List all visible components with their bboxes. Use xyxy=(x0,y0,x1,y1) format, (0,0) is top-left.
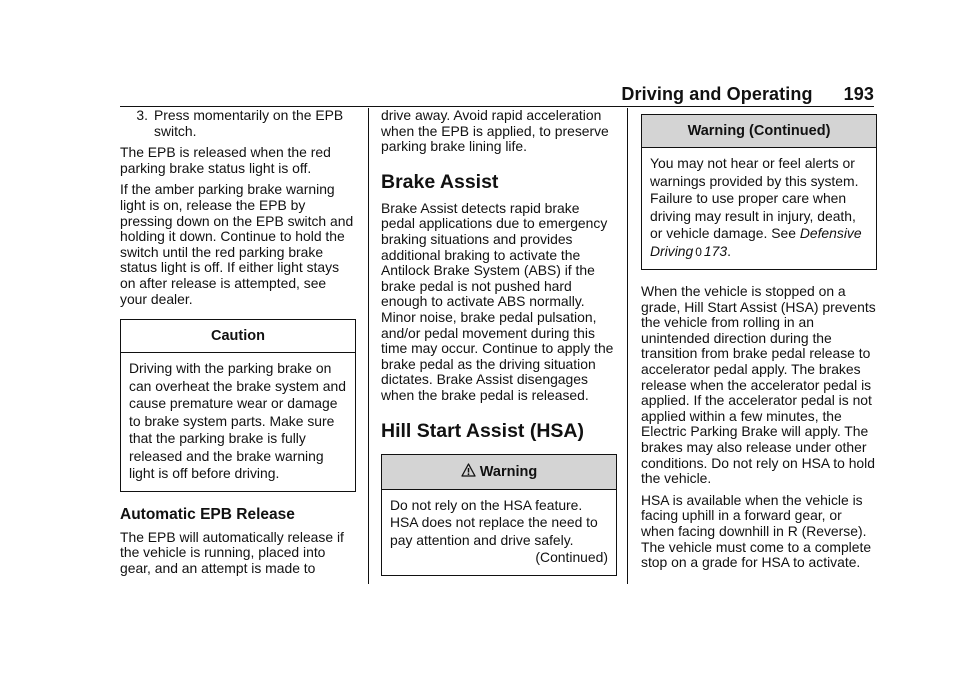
section-title: Driving and Operating xyxy=(621,84,813,104)
warning-triangle-icon xyxy=(461,463,476,481)
step-number: 3. xyxy=(136,107,148,123)
warning-continued-box xyxy=(641,114,877,270)
step-text: Press momentarily on the EPB switch. xyxy=(154,107,344,139)
step-item xyxy=(120,108,356,139)
warning-title: Warning xyxy=(479,463,538,480)
warning-continued-text: You may not hear or feel alerts or warnings provided by this system. Failure to use proper care when driving may result in injury, death, or vehicle damage. See xyxy=(650,155,859,241)
paragraph: HSA is available when the vehicle is facing uphill in a forward gear, or when facing downhill in R (Reverse). The vehicle must come to a complete stop on a grade for HSA to activate. xyxy=(641,491,872,571)
continued-label: (Continued) xyxy=(535,549,608,565)
warning-box xyxy=(381,454,617,576)
page-number: 193 xyxy=(843,84,874,104)
caution-box xyxy=(120,319,356,492)
column-1 xyxy=(120,108,356,582)
heading: Hill Start Assist (HSA) xyxy=(381,419,584,442)
paragraph: drive away. Avoid rapid acceleration when the EPB is applied, to preserve parking brake lining life. xyxy=(381,107,609,155)
warning-continued-body xyxy=(642,148,876,269)
warning-body-container xyxy=(382,490,616,575)
warning-header xyxy=(382,455,616,490)
column-3 xyxy=(641,108,877,577)
cross-reference-link[interactable]: Defensive Driving xyxy=(650,225,862,259)
caution-title: Caution xyxy=(121,320,355,353)
page-header xyxy=(621,84,874,105)
subheading: Automatic EPB Release xyxy=(120,505,295,523)
page-reference-icon: 0 xyxy=(695,244,702,259)
sentence-end: . xyxy=(727,242,731,259)
column-divider xyxy=(627,108,628,584)
paragraph: Brake Assist detects rapid brake pedal applications due to emergency braking situations and provides additional braking to activate the Antilock Brake System (ABS) if the brake pedal is not pushed hard enough to activate ABS normally. Minor noise, brake pedal pulsation, and/or pedal movement during this time may occur. Continue to apply the brake pedal as the driving situation dictates. Brake Assist disengages when the brake pedal is released. xyxy=(381,199,614,403)
paragraph: The EPB is released when the red parking brake status light is off. xyxy=(120,144,331,176)
warning-body: Do not rely on the HSA feature. HSA does not replace the need to pay attention and drive safely. xyxy=(390,496,598,548)
warning-continued-title: Warning (Continued) xyxy=(642,115,876,148)
column-divider xyxy=(368,108,369,584)
paragraph: If the amber parking brake warning light is on, release the EPB by pressing down on the EPB switch and holding it down. Continue to hold the switch until the red parking brake status light is off. If either light stays on after release is attempted, see your dealer. xyxy=(120,181,354,307)
paragraph: The EPB will automatically release if the vehicle is running, placed into gear, and an attempt is made to xyxy=(120,528,344,576)
heading: Brake Assist xyxy=(381,170,499,193)
caution-body: Driving with the parking brake on can overheat the brake system and cause premature wear or damage to brake system parts. Make sure that the parking brake is fully released and the brake warning light is off before driving. xyxy=(129,360,346,482)
column-2 xyxy=(381,108,617,590)
paragraph: When the vehicle is stopped on a grade, Hill Start Assist (HSA) prevents the vehicle from rolling in an unintended direction during the transition from brake pedal release to accelerator pedal apply. The brakes release when the accelerator pedal is applied. If the accelerator pedal is not applied within a few minutes, the Electric Parking Brake will apply. The brakes may also release under other conditions. Do not rely on HSA to hold the vehicle. xyxy=(641,283,876,487)
cross-reference-page[interactable]: 173 xyxy=(703,242,728,259)
